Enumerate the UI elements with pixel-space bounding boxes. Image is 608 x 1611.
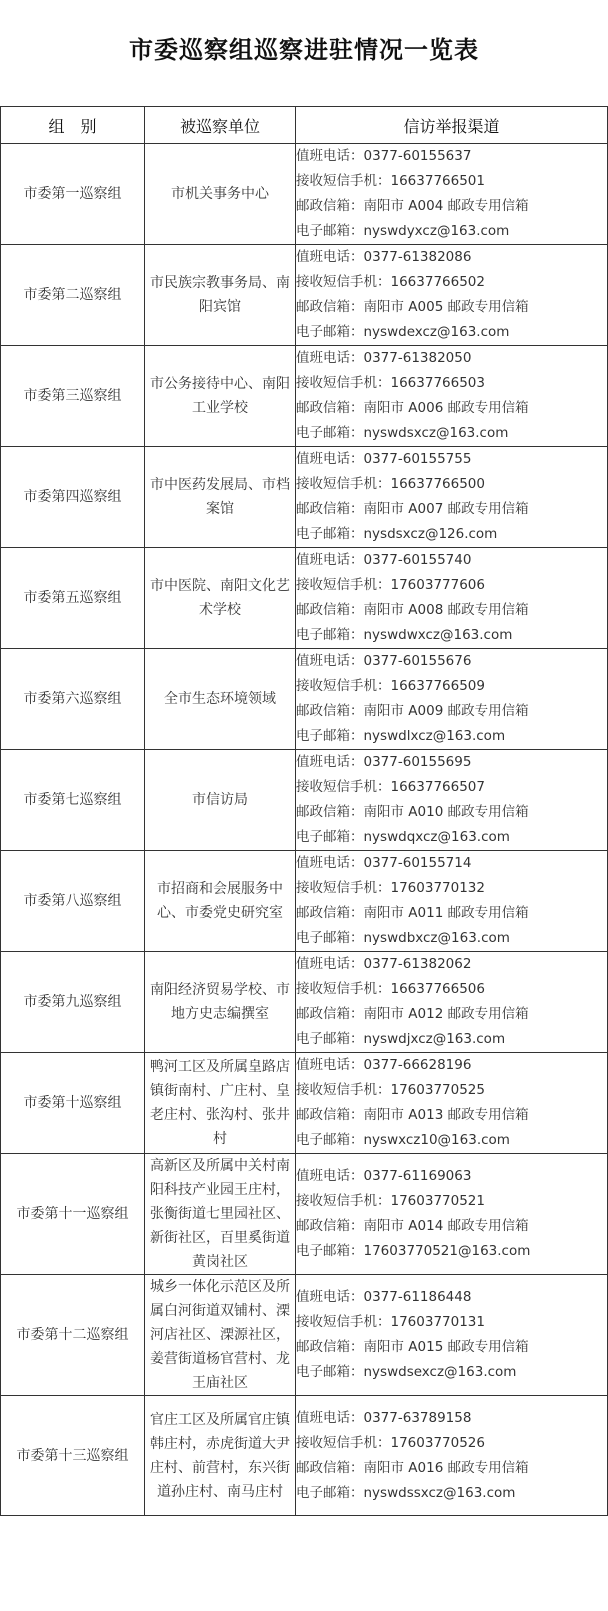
mail-label: 邮政信箱： bbox=[296, 299, 364, 315]
email-value: nyswxcz10@163.com bbox=[363, 1132, 510, 1148]
phone-value: 0377-60155695 bbox=[363, 754, 472, 770]
email-label: 电子邮箱： bbox=[296, 1132, 364, 1148]
mail-label: 邮政信箱： bbox=[296, 703, 364, 719]
unit-cell: 全市生态环境领域 bbox=[145, 649, 296, 750]
sms-value: 16637766503 bbox=[390, 375, 485, 391]
phone-label: 值班电话： bbox=[296, 451, 364, 467]
group-cell: 市委第五巡察组 bbox=[1, 548, 145, 649]
phone-label: 值班电话： bbox=[296, 552, 364, 568]
email-value: nyswdsxcz@163.com bbox=[363, 425, 509, 441]
sms-label: 接收短信手机： bbox=[296, 1314, 391, 1330]
mail-label: 邮政信箱： bbox=[296, 1459, 364, 1476]
email-line bbox=[296, 219, 607, 244]
phone-line bbox=[296, 548, 607, 573]
email-value: nyswdsexcz@163.com bbox=[363, 1364, 517, 1380]
phone-value: 0377-61169063 bbox=[363, 1168, 472, 1184]
sms-line bbox=[296, 169, 607, 194]
phone-label: 值班电话： bbox=[296, 1057, 364, 1073]
unit-cell: 市公务接待中心、南阳工业学校 bbox=[145, 346, 296, 447]
channels-cell bbox=[296, 750, 608, 851]
channels-cell bbox=[296, 346, 608, 447]
channels-cell bbox=[296, 1154, 608, 1275]
email-label: 电子邮箱： bbox=[296, 728, 364, 744]
page-title: 市委巡察组巡察进驻情况一览表 bbox=[129, 35, 479, 64]
table-row bbox=[1, 447, 608, 548]
phone-value: 0377-60155637 bbox=[363, 148, 472, 164]
group-cell: 市委第八巡察组 bbox=[1, 851, 145, 952]
sms-value: 17603777606 bbox=[390, 577, 485, 593]
email-line bbox=[296, 320, 607, 345]
table-body bbox=[1, 144, 608, 1516]
sms-value: 17603770132 bbox=[390, 880, 485, 896]
sms-line bbox=[296, 1310, 607, 1335]
email-label: 电子邮箱： bbox=[296, 829, 364, 845]
mail-line bbox=[296, 598, 607, 623]
sms-label: 接收短信手机： bbox=[296, 1193, 391, 1209]
sms-value: 17603770525 bbox=[390, 1082, 485, 1098]
sms-label: 接收短信手机： bbox=[296, 173, 391, 189]
inspection-table bbox=[0, 106, 608, 1516]
phone-label: 值班电话： bbox=[296, 754, 364, 770]
mail-label: 邮政信箱： bbox=[296, 198, 364, 214]
mail-value: 南阳市 A014 邮政专用信箱 bbox=[363, 1218, 529, 1234]
email-label: 电子邮箱： bbox=[296, 324, 364, 340]
channels-cell bbox=[296, 245, 608, 346]
sms-label: 接收短信手机： bbox=[296, 880, 391, 896]
header-unit: 被巡察单位 bbox=[145, 107, 296, 144]
unit-cell: 鸭河工区及所属皇路店镇街南村、广庄村、皇老庄村、张沟村、张井村 bbox=[145, 1053, 296, 1154]
phone-line bbox=[296, 245, 607, 270]
sms-value: 17603770131 bbox=[390, 1314, 485, 1330]
phone-value: 0377-61382062 bbox=[363, 956, 472, 972]
mail-line bbox=[296, 396, 607, 421]
sms-value: 17603770521 bbox=[390, 1193, 485, 1209]
mail-label: 邮政信箱： bbox=[296, 1107, 364, 1123]
email-label: 电子邮箱： bbox=[296, 223, 364, 239]
mail-value: 南阳市 A013 邮政专用信箱 bbox=[363, 1107, 529, 1123]
phone-line bbox=[296, 1406, 607, 1431]
email-line bbox=[296, 724, 607, 749]
mail-value: 南阳市 A016 邮政专用信箱 bbox=[363, 1459, 529, 1476]
sms-value: 16637766502 bbox=[390, 274, 485, 290]
group-cell: 市委第四巡察组 bbox=[1, 447, 145, 548]
mail-line bbox=[296, 1002, 607, 1027]
email-line bbox=[296, 623, 607, 648]
group-cell: 市委第十一巡察组 bbox=[1, 1154, 145, 1275]
channels-cell bbox=[296, 649, 608, 750]
mail-value: 南阳市 A012 邮政专用信箱 bbox=[363, 1006, 529, 1022]
phone-label: 值班电话： bbox=[296, 350, 364, 366]
mail-label: 邮政信箱： bbox=[296, 602, 364, 618]
email-line bbox=[296, 926, 607, 951]
sms-value: 16637766506 bbox=[390, 981, 485, 997]
table-row bbox=[1, 1154, 608, 1275]
table-row bbox=[1, 1053, 608, 1154]
group-cell: 市委第九巡察组 bbox=[1, 952, 145, 1053]
channels-cell bbox=[296, 1275, 608, 1396]
phone-line bbox=[296, 952, 607, 977]
phone-value: 0377-61186448 bbox=[363, 1289, 472, 1305]
phone-value: 0377-60155755 bbox=[363, 451, 472, 467]
sms-label: 接收短信手机： bbox=[296, 577, 391, 593]
table-row bbox=[1, 245, 608, 346]
email-line bbox=[296, 1239, 607, 1264]
phone-value: 0377-60155676 bbox=[363, 653, 472, 669]
table-header-row bbox=[1, 107, 608, 144]
email-line bbox=[296, 522, 607, 547]
email-line bbox=[296, 1027, 607, 1052]
sms-label: 接收短信手机： bbox=[296, 274, 391, 290]
mail-value: 南阳市 A005 邮政专用信箱 bbox=[363, 299, 529, 315]
phone-value: 0377-66628196 bbox=[363, 1057, 472, 1073]
channels-cell bbox=[296, 1053, 608, 1154]
email-value: nyswdyxcz@163.com bbox=[363, 223, 510, 239]
email-label: 电子邮箱： bbox=[296, 1031, 364, 1047]
sms-line bbox=[296, 1078, 607, 1103]
sms-line bbox=[296, 270, 607, 295]
phone-line bbox=[296, 1164, 607, 1189]
email-value: nyswdjxcz@163.com bbox=[363, 1031, 506, 1047]
mail-line bbox=[296, 1103, 607, 1128]
phone-line bbox=[296, 649, 607, 674]
phone-line bbox=[296, 1053, 607, 1078]
table-row bbox=[1, 1275, 608, 1396]
unit-cell: 市招商和会展服务中心、市委党史研究室 bbox=[145, 851, 296, 952]
sms-line bbox=[296, 876, 607, 901]
mail-label: 邮政信箱： bbox=[296, 1218, 364, 1234]
phone-line bbox=[296, 447, 607, 472]
email-line bbox=[296, 1481, 607, 1506]
table-row bbox=[1, 346, 608, 447]
email-value: nyswdbxcz@163.com bbox=[363, 930, 510, 946]
sms-line bbox=[296, 1431, 607, 1456]
group-cell: 市委第七巡察组 bbox=[1, 750, 145, 851]
email-label: 电子邮箱： bbox=[296, 425, 364, 441]
email-label: 电子邮箱： bbox=[296, 526, 364, 542]
mail-value: 南阳市 A011 邮政专用信箱 bbox=[363, 905, 529, 921]
phone-value: 0377-60155740 bbox=[363, 552, 472, 568]
mail-label: 邮政信箱： bbox=[296, 804, 364, 820]
unit-cell: 市中医药发展局、市档案馆 bbox=[145, 447, 296, 548]
unit-cell: 市机关事务中心 bbox=[145, 144, 296, 245]
phone-value: 0377-63789158 bbox=[363, 1409, 472, 1426]
group-cell: 市委第六巡察组 bbox=[1, 649, 145, 750]
sms-value: 16637766500 bbox=[390, 476, 485, 492]
phone-line bbox=[296, 346, 607, 371]
email-value: nysdsxcz@126.com bbox=[363, 526, 498, 542]
phone-label: 值班电话： bbox=[296, 956, 364, 972]
mail-line bbox=[296, 497, 607, 522]
email-label: 电子邮箱： bbox=[296, 930, 364, 946]
mail-value: 南阳市 A004 邮政专用信箱 bbox=[363, 198, 529, 214]
mail-value: 南阳市 A007 邮政专用信箱 bbox=[363, 501, 529, 517]
email-label: 电子邮箱： bbox=[296, 1364, 364, 1380]
channels-cell bbox=[296, 144, 608, 245]
email-value: nyswdexcz@163.com bbox=[363, 324, 510, 340]
phone-label: 值班电话： bbox=[296, 1168, 364, 1184]
unit-cell: 官庄工区及所属官庄镇韩庄村，赤虎街道大尹庄村、前营村，东兴街道孙庄村、南马庄村 bbox=[145, 1396, 296, 1516]
table-row bbox=[1, 649, 608, 750]
channels-cell bbox=[296, 952, 608, 1053]
mail-value: 南阳市 A006 邮政专用信箱 bbox=[363, 400, 529, 416]
unit-cell: 市信访局 bbox=[145, 750, 296, 851]
email-value: 17603770521@163.com bbox=[363, 1243, 531, 1259]
channels-cell bbox=[296, 447, 608, 548]
phone-label: 值班电话： bbox=[296, 855, 364, 871]
channels-cell bbox=[296, 548, 608, 649]
mail-value: 南阳市 A009 邮政专用信箱 bbox=[363, 703, 529, 719]
table-row bbox=[1, 851, 608, 952]
group-cell: 市委第三巡察组 bbox=[1, 346, 145, 447]
sms-line bbox=[296, 371, 607, 396]
mail-line bbox=[296, 194, 607, 219]
channels-cell bbox=[296, 851, 608, 952]
mail-line bbox=[296, 901, 607, 926]
phone-value: 0377-61382050 bbox=[363, 350, 472, 366]
mail-line bbox=[296, 1214, 607, 1239]
unit-cell: 市民族宗教事务局、南阳宾馆 bbox=[145, 245, 296, 346]
email-label: 电子邮箱： bbox=[296, 627, 364, 643]
group-cell: 市委第二巡察组 bbox=[1, 245, 145, 346]
mail-label: 邮政信箱： bbox=[296, 400, 364, 416]
group-cell: 市委第十巡察组 bbox=[1, 1053, 145, 1154]
sms-label: 接收短信手机： bbox=[296, 476, 391, 492]
unit-cell: 城乡一体化示范区及所属白河街道双铺村、溧河店社区、溧源社区，姜营街道杨官营村、龙王庙社区 bbox=[145, 1275, 296, 1396]
sms-label: 接收短信手机： bbox=[296, 678, 391, 694]
email-value: nyswdqxcz@163.com bbox=[363, 829, 510, 845]
phone-line bbox=[296, 1285, 607, 1310]
mail-line bbox=[296, 699, 607, 724]
table-row bbox=[1, 750, 608, 851]
phone-label: 值班电话： bbox=[296, 653, 364, 669]
sms-label: 接收短信手机： bbox=[296, 779, 391, 795]
email-label: 电子邮箱： bbox=[296, 1243, 364, 1259]
email-line bbox=[296, 1128, 607, 1153]
mail-line bbox=[296, 295, 607, 320]
sms-value: 16637766507 bbox=[390, 779, 485, 795]
sms-value: 17603770526 bbox=[390, 1434, 485, 1451]
mail-value: 南阳市 A015 邮政专用信箱 bbox=[363, 1339, 529, 1355]
phone-line bbox=[296, 851, 607, 876]
phone-label: 值班电话： bbox=[296, 1409, 364, 1426]
phone-label: 值班电话： bbox=[296, 249, 364, 265]
table-row bbox=[1, 548, 608, 649]
unit-cell: 市中医院、南阳文化艺术学校 bbox=[145, 548, 296, 649]
sms-label: 接收短信手机： bbox=[296, 1434, 391, 1451]
email-label: 电子邮箱： bbox=[296, 1484, 364, 1501]
sms-line bbox=[296, 775, 607, 800]
phone-line bbox=[296, 750, 607, 775]
group-cell: 市委第十三巡察组 bbox=[1, 1396, 145, 1516]
email-value: nyswdlxcz@163.com bbox=[363, 728, 506, 744]
mail-label: 邮政信箱： bbox=[296, 1339, 364, 1355]
mail-line bbox=[296, 1335, 607, 1360]
sms-line bbox=[296, 1189, 607, 1214]
email-line bbox=[296, 421, 607, 446]
phone-label: 值班电话： bbox=[296, 1289, 364, 1305]
mail-line bbox=[296, 800, 607, 825]
table-row bbox=[1, 952, 608, 1053]
sms-line bbox=[296, 573, 607, 598]
header-group: 组 别 bbox=[1, 107, 145, 144]
phone-value: 0377-60155714 bbox=[363, 855, 472, 871]
phone-line bbox=[296, 144, 607, 169]
mail-label: 邮政信箱： bbox=[296, 905, 364, 921]
sms-label: 接收短信手机： bbox=[296, 981, 391, 997]
sms-line bbox=[296, 674, 607, 699]
phone-value: 0377-61382086 bbox=[363, 249, 472, 265]
mail-label: 邮政信箱： bbox=[296, 501, 364, 517]
header-channels: 信访举报渠道 bbox=[296, 107, 608, 144]
mail-value: 南阳市 A008 邮政专用信箱 bbox=[363, 602, 529, 618]
sms-line bbox=[296, 977, 607, 1002]
table-row bbox=[1, 144, 608, 245]
email-value: nyswdwxcz@163.com bbox=[363, 627, 513, 643]
sms-value: 16637766509 bbox=[390, 678, 485, 694]
sms-label: 接收短信手机： bbox=[296, 375, 391, 391]
email-line bbox=[296, 825, 607, 850]
group-cell: 市委第十二巡察组 bbox=[1, 1275, 145, 1396]
group-cell: 市委第一巡察组 bbox=[1, 144, 145, 245]
table-row bbox=[1, 1396, 608, 1516]
sms-value: 16637766501 bbox=[390, 173, 485, 189]
mail-value: 南阳市 A010 邮政专用信箱 bbox=[363, 804, 529, 820]
unit-cell: 南阳经济贸易学校、市地方史志编撰室 bbox=[145, 952, 296, 1053]
unit-cell: 高新区及所属中关村南阳科技产业园王庄村，张衡街道七里园社区、新街社区，百里奚街道黄岗社区 bbox=[145, 1154, 296, 1275]
mail-label: 邮政信箱： bbox=[296, 1006, 364, 1022]
email-value: nyswdssxcz@163.com bbox=[363, 1484, 516, 1501]
phone-label: 值班电话： bbox=[296, 148, 364, 164]
mail-line bbox=[296, 1456, 607, 1481]
channels-cell bbox=[296, 1396, 608, 1516]
sms-line bbox=[296, 472, 607, 497]
email-line bbox=[296, 1360, 607, 1385]
sms-label: 接收短信手机： bbox=[296, 1082, 391, 1098]
